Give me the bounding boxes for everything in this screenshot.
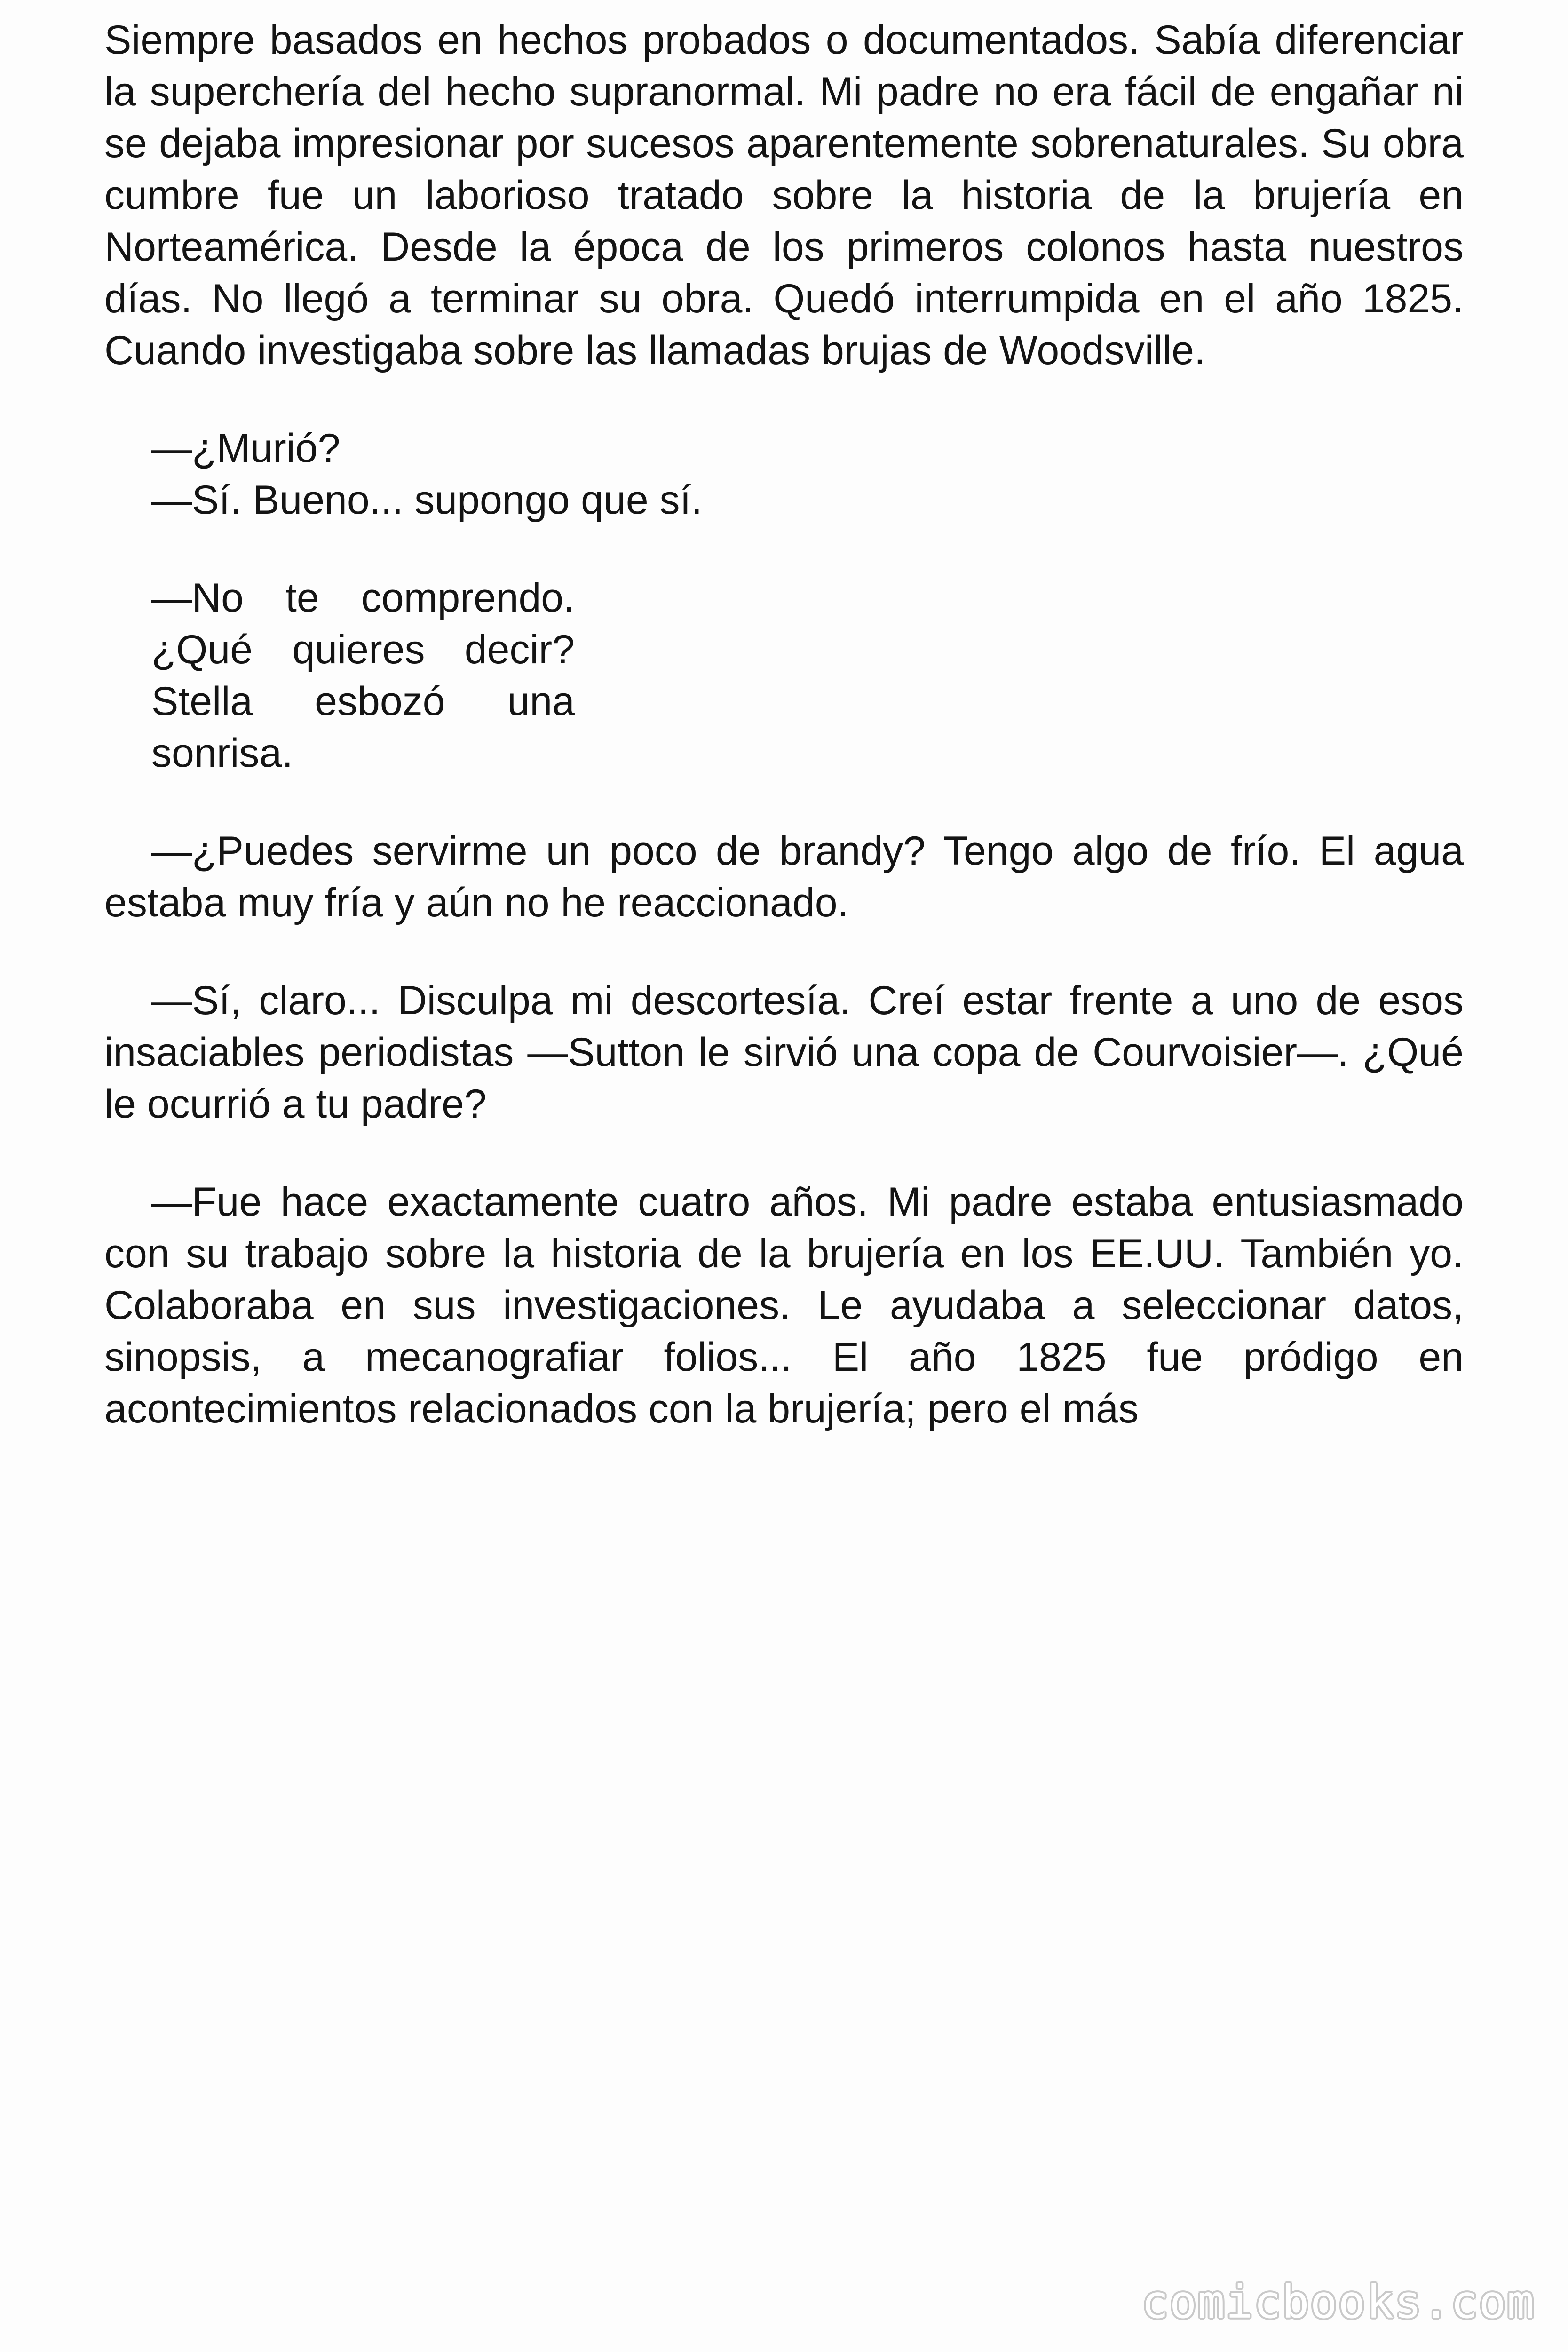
watermark-logo: comicbooks.com <box>1141 2276 1535 2328</box>
dialogue-line-murio: —¿Murió? <box>151 426 341 471</box>
dialogue-no-te-comprendo: —No te comprendo. ¿Qué quieres decir? Stella esbozó una sonrisa. <box>151 575 575 776</box>
paragraph-courvoisier: —Sí, claro... Disculpa mi descortesía. Creí estar frente a uno de esos insaciables periodistas —Sutton le sirvió una copa de Courvoisier—. ¿Qué le ocurrió a tu padre? <box>104 978 1464 1127</box>
page-body <box>104 14 1464 1435</box>
dialogue-block-1 <box>104 422 1464 526</box>
paragraph-cuatro-anos: —Fue hace exactamente cuatro años. Mi padre estaba entusiasmado con su trabajo sobre la historia de la brujería en los EE.UU. También yo. Colaboraba en sus investigaciones. Le ayudaba a seleccionar datos, sinopsis, a mecanografiar folios... El año 1825 fue pródigo en acontecimientos relacionados con la brujería; pero el más <box>104 1179 1464 1431</box>
dialogue-line-si-bueno: —Sí. Bueno... supongo que sí. <box>151 477 703 523</box>
paragraph-1: Siempre basados en hechos probados o documentados. Sabía diferenciar la superchería del hecho supranormal. Mi padre no era fácil de engañar ni se dejaba impresionar por sucesos aparentemente sobrenaturales. Su obra cumbre fue un laborioso tratado sobre la historia de la brujería en Norteamérica. Desde la época de los primeros colonos hasta nuestros días. No llegó a terminar su obra. Quedó interrumpida en el año 1825. Cuando investigaba sobre las llamadas brujas de Woodsville. <box>104 17 1464 373</box>
paragraph-brandy: —¿Puedes servirme un poco de brandy? Tengo algo de frío. El agua estaba muy fría y aún no he reaccionado. <box>104 828 1464 925</box>
